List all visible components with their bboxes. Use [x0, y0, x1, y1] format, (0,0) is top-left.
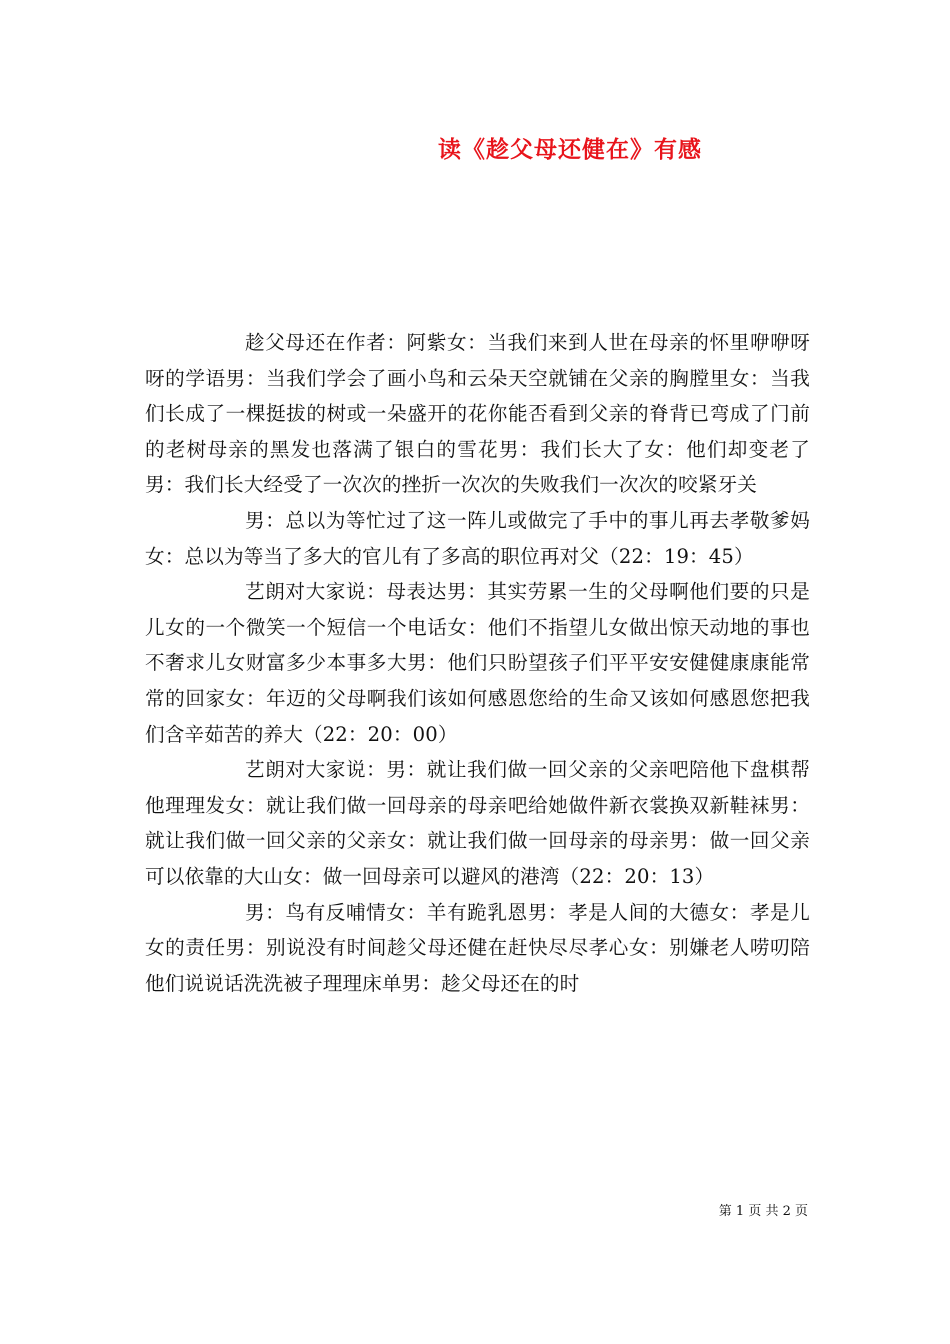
paragraph-3: 艺朗对大家说：母表达男：其实劳累一生的父母啊他们要的只是儿女的一个微笑一个短信一个电话女：他们不指望儿女做出惊天动地的事也不奢求儿女财富多少本事多大男：他们只盼望孩子们平平安安健健康康能常常的回家女：年迈的父母啊我们该如何感恩您给的生命又该如何感恩您把我们含辛茹苦的养大（22：20：00）	[145, 580, 810, 746]
document-body	[145, 325, 810, 1001]
paragraph-1: 趁父母还在作者：阿紫女：当我们来到人世在母亲的怀里咿咿呀呀的学语男：当我们学会了画小鸟和云朵天空就铺在父亲的胸膛里女：当我们长成了一棵挺拔的树或一朵盛开的花你能否看到父亲的脊背已弯成了门前的老树母亲的黑发也落满了银白的雪花男：我们长大了女：他们却变老了男：我们长大经受了一次次的挫折一次次的失败我们一次次的咬紧牙关	[145, 331, 810, 497]
page-footer: 第 1 页 共 2 页	[718, 1204, 808, 1219]
document-title: 读《趁父母还健在》有感	[438, 136, 702, 163]
paragraph-5: 男：鸟有反哺情女：羊有跪乳恩男：孝是人间的大德女：孝是儿女的责任男：别说没有时间趁父母还健在赶快尽尽孝心女：别嫌老人唠叨陪他们说说话洗洗被子理理床单男：趁父母还在的时	[145, 900, 810, 995]
paragraph-2: 男：总以为等忙过了这一阵儿或做完了手中的事儿再去孝敬爹妈女：总以为等当了多大的官儿有了多高的职位再对父（22：19：45）	[145, 508, 810, 568]
paragraph-4: 艺朗对大家说：男：就让我们做一回父亲的父亲吧陪他下盘棋帮他理理发女：就让我们做一回母亲的母亲吧给她做件新衣裳换双新鞋袜男：就让我们做一回父亲的父亲女：就让我们做一回母亲的母亲男：做一回父亲可以依靠的大山女：做一回母亲可以避风的港湾（22：20：13）	[145, 758, 810, 888]
